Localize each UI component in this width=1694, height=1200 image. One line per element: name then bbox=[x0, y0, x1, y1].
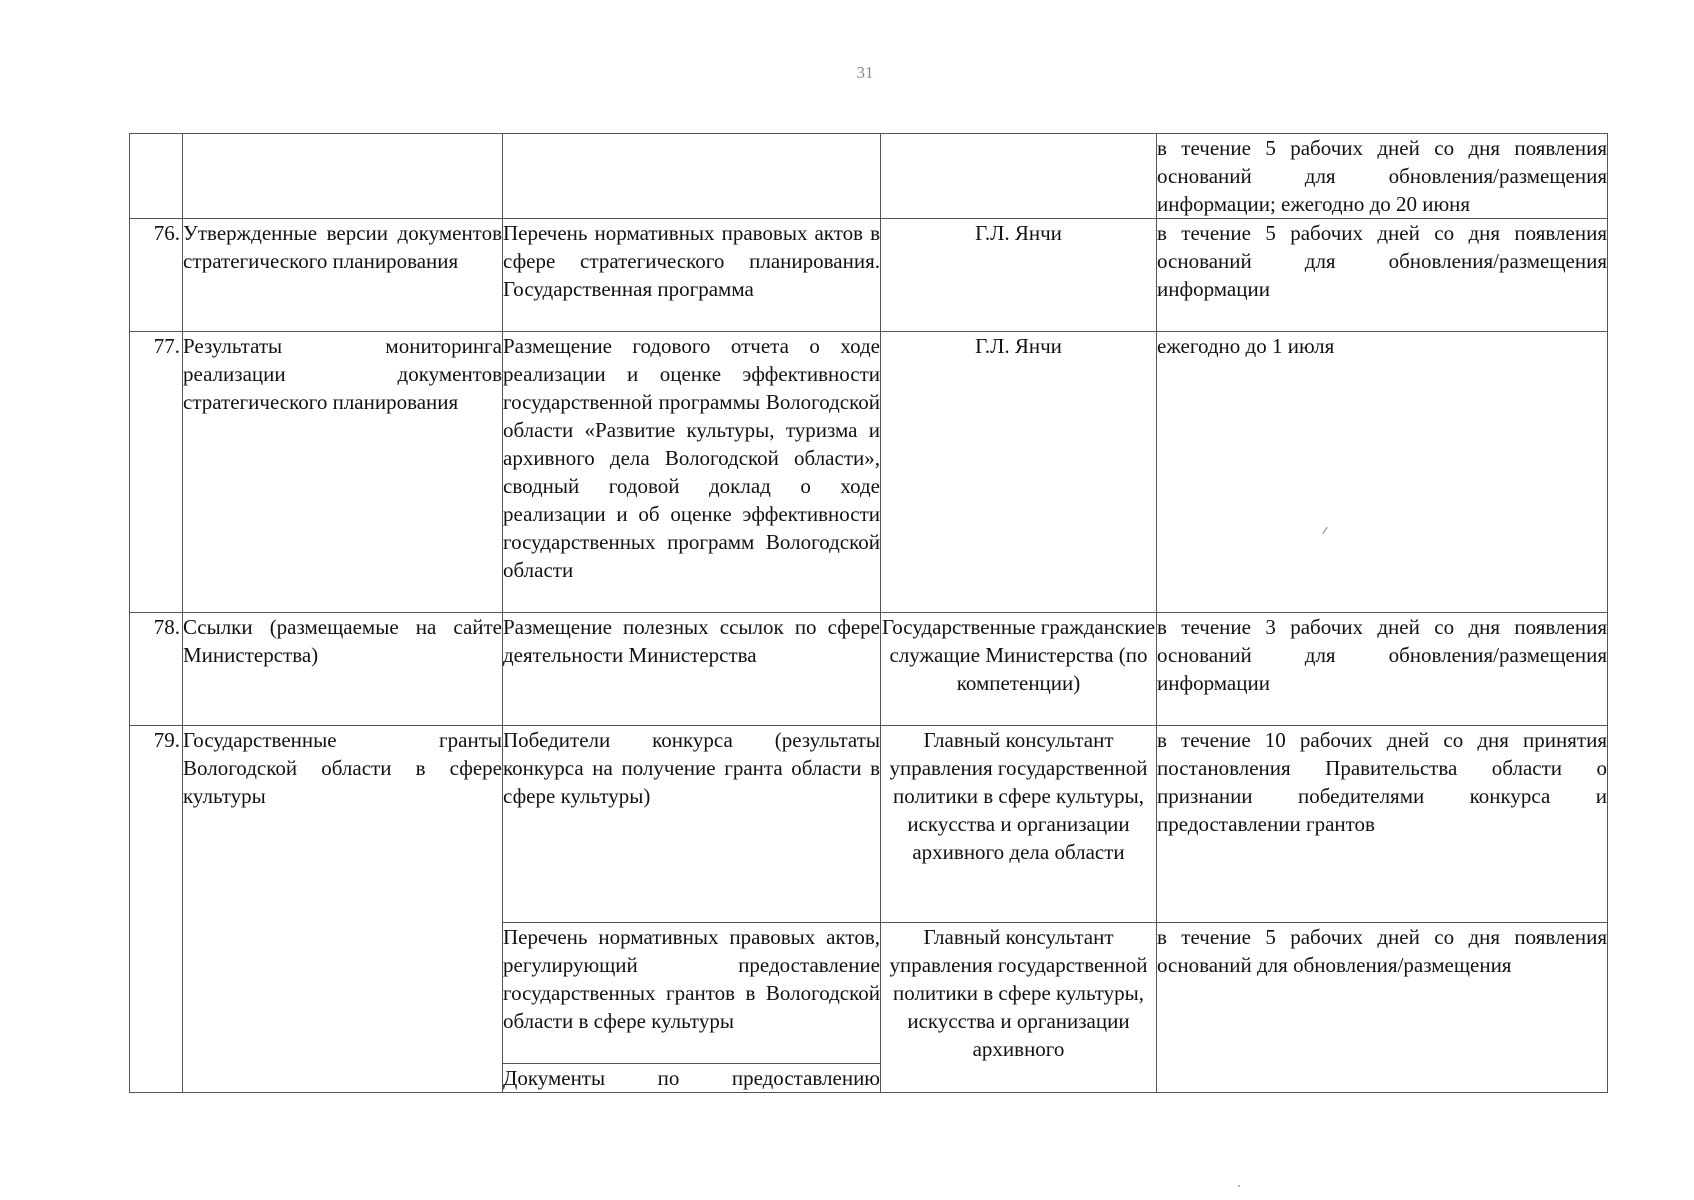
row-number-cell: 79. bbox=[130, 726, 183, 1093]
document-table bbox=[129, 133, 1608, 1093]
row-number-cell bbox=[130, 134, 183, 219]
row-number-cell: 76. bbox=[130, 219, 183, 332]
content-cell bbox=[503, 134, 881, 219]
section-name-cell: Ссылки (размещаемые на сайте Министерства) bbox=[183, 613, 503, 726]
period-cell: в течение 10 рабочих дней со дня принятия постановления Правительства области о признании победителями конкурса и предоставлении грантов bbox=[1157, 726, 1608, 923]
responsible-cell: Г.Л. Янчи bbox=[881, 219, 1157, 332]
responsible-cell: Главный консультант управления государственной политики в сфере культуры, искусства и организации архивного дела области bbox=[881, 726, 1157, 923]
period-cell: в течение 5 рабочих дней со дня появления оснований для обновления/размещения информации bbox=[1157, 219, 1608, 332]
responsible-cell: Главный консультант управления государственной политики в сфере культуры, искусства и организации архивного bbox=[881, 923, 1157, 1093]
table-row bbox=[130, 613, 1608, 726]
content-cell: Размещение полезных ссылок по сфере деятельности Министерства bbox=[503, 613, 881, 726]
period-cell: ежегодно до 1 июля bbox=[1157, 332, 1608, 613]
content-cell: Перечень нормативных правовых актов, регулирующий предоставление государственных грантов в Вологодской области в сфере культуры bbox=[503, 923, 881, 1064]
content-cell: Перечень нормативных правовых актов в сфере стратегического планирования. Государственная программа bbox=[503, 219, 881, 332]
section-name-cell bbox=[183, 134, 503, 219]
section-name-cell: Государственные гранты Вологодской области в сфере культуры bbox=[183, 726, 503, 1093]
section-name-cell: Утвержденные версии документов стратегического планирования bbox=[183, 219, 503, 332]
content-cell: Документы по предоставлению bbox=[503, 1064, 881, 1093]
section-name-cell: Результаты мониторинга реализации документов стратегического планирования bbox=[183, 332, 503, 613]
row-number-cell: 77. bbox=[130, 332, 183, 613]
scan-speck bbox=[1238, 1185, 1240, 1187]
content-cell: Размещение годового отчета о ходе реализации и оценке эффективности государственной программы Вологодской области «Развитие культуры, туризма и архивного дела Вологодской области», сводный годовой доклад о ходе реализации и об оценке эффективности государственных программ Вологодской области bbox=[503, 332, 881, 613]
row-number-cell: 78. bbox=[130, 613, 183, 726]
responsible-cell bbox=[881, 134, 1157, 219]
page-number: 31 bbox=[856, 63, 874, 82]
content-cell: Победители конкурса (результаты конкурса на получение гранта области в сфере культуры) bbox=[503, 726, 881, 923]
responsible-cell: Г.Л. Янчи bbox=[881, 332, 1157, 613]
period-cell: в течение 3 рабочих дней со дня появления оснований для обновления/размещения информации bbox=[1157, 613, 1608, 726]
table-row bbox=[130, 726, 1608, 923]
table-row bbox=[130, 219, 1608, 332]
period-cell: в течение 5 рабочих дней со дня появления оснований для обновления/размещения информации; ежегодно до 20 июня bbox=[1157, 134, 1608, 219]
table-row bbox=[130, 134, 1608, 219]
responsible-cell: Государственные гражданские служащие Министерства (по компетенции) bbox=[881, 613, 1157, 726]
table-row bbox=[130, 332, 1608, 613]
period-cell: в течение 5 рабочих дней со дня появления оснований для обновления/размещения bbox=[1157, 923, 1608, 1093]
